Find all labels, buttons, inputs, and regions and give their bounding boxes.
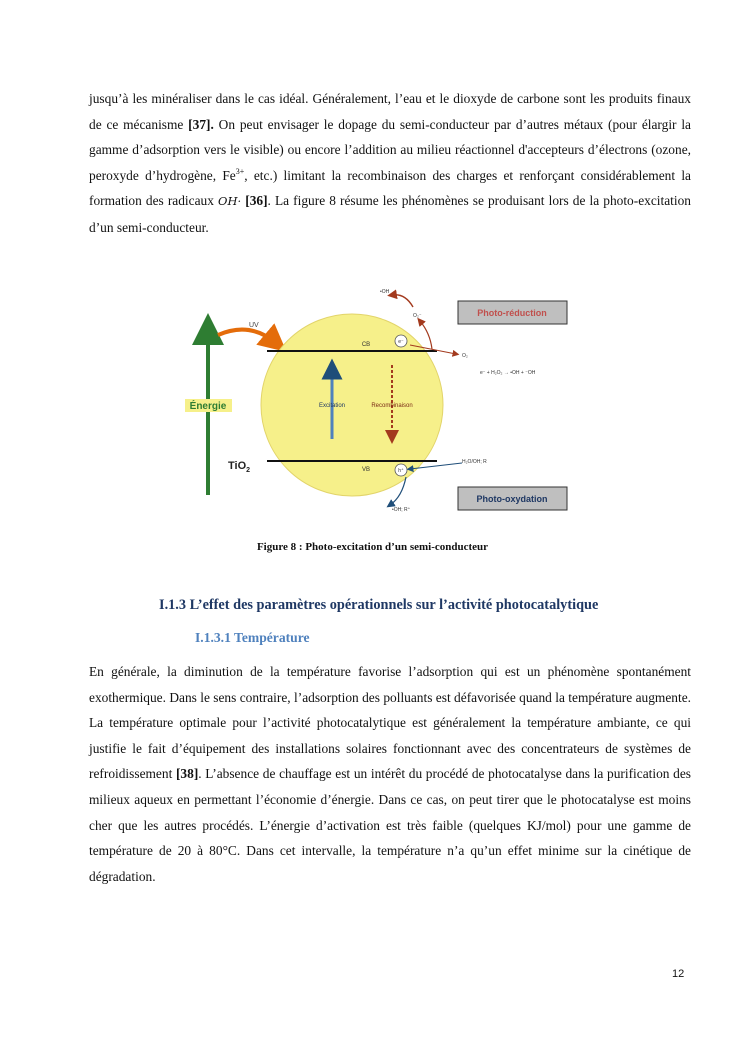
subsection-heading: I.1.3.1 Température (195, 630, 310, 645)
reference: [36] (245, 193, 268, 209)
figure-caption: Figure 8 : Photo-excitation d’un semi-conducteur (256, 541, 489, 553)
oh-top-label: •OH (380, 289, 390, 295)
oh-arrow (392, 295, 413, 307)
text: En générale, la diminution de la température favorise l’adsorption qui est un phénomène spontanément exothermique. Dans le sens contraire, l’adsorption des polluants est défavorisée quand la température augmente. La température optimale pour l’activité photocatalytique est généralement la température ambiante, ce qui justifie le fait d’équipement des installations solaires fonctionnant avec des concentrateurs de systèmes de refroidissement (89, 664, 691, 782)
donor-label: H₂O/OH; R (462, 459, 487, 465)
superscript: 3+ (235, 166, 245, 176)
vb-label: VB (361, 467, 371, 473)
tio2-label: TiO$_2$ (228, 460, 251, 474)
text: On peut envisager le dopage du semi-conducteur par d’autres métaux (pour élargir la gamme d’adsorption vers le visible) ou encore l’addition au milieu réactionnel d'accepteurs d’électrons (ozone, peroxyde d’hydrogène, Fe (89, 116, 691, 183)
text: , etc.) limitant la recombinaison des charges et renforçant considérablement la formation des radicaux (89, 167, 691, 209)
body-paragraph-2 (89, 659, 691, 889)
text: . L’absence de chauffage est un intérêt du procédé de photocatalyse dans la purification des milieux aqueux en permettant l’économie d’énergie. Dans ce cas, on peut tirer que le photocatalyse est moins cher que les autres procédés. L’énergie d’activation est très faible (quelques KJ/mol) pour une gamme de température de 20 à 80°C. Dans cet intervalle, la température n’a qu’un effet minime sur la cinétique de dégradation. (89, 766, 691, 884)
page-number: 12 (672, 968, 685, 980)
photo-oxidation-label: Photo-oxydation (476, 494, 548, 504)
reference: [37]. (188, 116, 214, 132)
text: . La figure 8 résume les phénomènes se produisant lors de la photo-excitation d’un semi-conducteur. (89, 193, 692, 235)
o2-minus-label: O₂⁻ (413, 313, 422, 319)
oxidation-products-label: •OH; R⁺ (392, 507, 411, 513)
photo-reduction-label: Photo-réduction (477, 308, 547, 318)
recombination-label: Recombinaison (371, 403, 413, 409)
cb-label: CB (361, 342, 371, 348)
electron-label: e⁻ (398, 339, 404, 345)
reference: [38] (175, 766, 199, 782)
o2-label: O₂ (462, 353, 468, 359)
excitation-label: Excitation (318, 403, 346, 409)
h2o2-reaction: e⁻ + H₂O₂ → •OH + ⁻OH (480, 370, 536, 376)
section-heading: I.1.3 L’effet des paramètres opérationnels sur l’activité photocatalytique (159, 597, 599, 613)
hole-label: h⁺ (398, 468, 404, 474)
uv-arrow (218, 330, 276, 343)
uv-label: UV (249, 322, 259, 329)
energy-label: Énergie (189, 401, 227, 412)
o2-reduction-arrow (420, 321, 432, 349)
body-paragraph-1 (89, 86, 691, 241)
radical-formula: OH· (218, 194, 242, 209)
photo-excitation-figure (180, 283, 585, 520)
text: jusqu’à les minéraliser dans le cas idéal. Généralement, l’eau et le dioxyde de carbone sont les produits finaux de ce mécanisme (89, 91, 691, 132)
